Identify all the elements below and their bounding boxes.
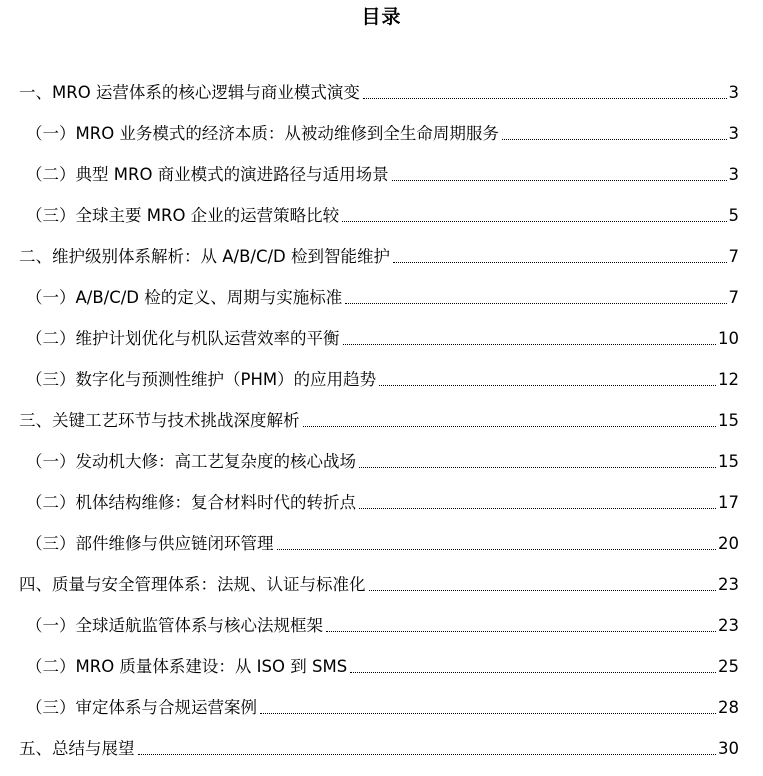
dot-leader bbox=[393, 262, 726, 263]
dot-leader bbox=[343, 344, 717, 345]
toc-entry-label: （二）维护计划优化与机队运营效率的平衡 bbox=[26, 329, 340, 348]
dot-leader bbox=[260, 713, 716, 714]
toc-page-number: 15 bbox=[718, 411, 739, 430]
toc-entry-label: （一）A/B/C/D 检的定义、周期与实施标准 bbox=[26, 288, 343, 307]
toc-chapter-entry[interactable] bbox=[0, 395, 763, 436]
toc-chapter-entry[interactable] bbox=[0, 723, 763, 764]
toc-section-entry[interactable] bbox=[0, 477, 763, 518]
toc-page-number: 25 bbox=[718, 657, 739, 676]
toc-page-number: 7 bbox=[728, 288, 739, 307]
dot-leader bbox=[303, 426, 717, 427]
toc-entry-label: （三）审定体系与合规运营案例 bbox=[26, 698, 257, 717]
toc-section-entry[interactable] bbox=[0, 190, 763, 231]
toc-page-number: 23 bbox=[718, 575, 739, 594]
toc-entry-label: 一、MRO 运营体系的核心逻辑与商业模式演变 bbox=[19, 83, 360, 102]
toc-page-number: 3 bbox=[728, 83, 739, 102]
toc-title: 目录 bbox=[361, 6, 402, 28]
toc-entry-label: （二）机体结构维修：复合材料时代的转折点 bbox=[26, 493, 356, 512]
toc-entry-label: 五、总结与展望 bbox=[19, 739, 135, 758]
toc-section-entry[interactable] bbox=[0, 354, 763, 395]
dot-leader bbox=[359, 467, 716, 468]
toc-chapter-entry[interactable] bbox=[0, 559, 763, 600]
toc-chapter-entry[interactable] bbox=[0, 231, 763, 272]
toc-entry-label: 二、维护级别体系解析：从 A/B/C/D 检到智能维护 bbox=[19, 247, 391, 266]
toc-entry-label: （二）典型 MRO 商业模式的演进路径与适用场景 bbox=[26, 165, 389, 184]
toc-list bbox=[0, 67, 763, 764]
toc-page-number: 28 bbox=[718, 698, 739, 717]
toc-entry-label: （一）发动机大修：高工艺复杂度的核心战场 bbox=[26, 452, 356, 471]
dot-leader bbox=[363, 98, 727, 99]
toc-section-entry[interactable] bbox=[0, 600, 763, 641]
toc-chapter-entry[interactable] bbox=[0, 67, 763, 108]
dot-leader bbox=[379, 385, 716, 386]
toc-entry-label: （一）MRO 业务模式的经济本质：从被动维修到全生命周期服务 bbox=[26, 124, 499, 143]
toc-section-entry[interactable] bbox=[0, 682, 763, 723]
toc-page-number: 20 bbox=[718, 534, 739, 553]
toc-section-entry[interactable] bbox=[0, 149, 763, 190]
toc-page-number: 30 bbox=[718, 739, 739, 758]
toc-section-entry[interactable] bbox=[0, 313, 763, 354]
toc-page-number: 10 bbox=[718, 329, 739, 348]
toc-page-number: 5 bbox=[728, 206, 739, 225]
toc-section-entry[interactable] bbox=[0, 272, 763, 313]
toc-entry-label: 三、关键工艺环节与技术挑战深度解析 bbox=[19, 411, 300, 430]
toc-page-number: 23 bbox=[718, 616, 739, 635]
dot-leader bbox=[392, 180, 727, 181]
toc-section-entry[interactable] bbox=[0, 518, 763, 559]
toc-entry-label: （三）全球主要 MRO 企业的运营策略比较 bbox=[26, 206, 340, 225]
toc-entry-label: （三）部件维修与供应链闭环管理 bbox=[26, 534, 274, 553]
toc-page-number: 17 bbox=[718, 493, 739, 512]
dot-leader bbox=[369, 590, 717, 591]
dot-leader bbox=[342, 221, 726, 222]
toc-page-number: 3 bbox=[728, 124, 739, 143]
toc-page-number: 7 bbox=[728, 247, 739, 266]
toc-section-entry[interactable] bbox=[0, 436, 763, 477]
toc-entry-label: （一）全球适航监管体系与核心法规框架 bbox=[26, 616, 323, 635]
toc-entry-label: （二）MRO 质量体系建设：从 ISO 到 SMS bbox=[26, 657, 348, 676]
dot-leader bbox=[502, 139, 727, 140]
dot-leader bbox=[326, 631, 716, 632]
dot-leader bbox=[138, 754, 717, 755]
dot-leader bbox=[359, 508, 716, 509]
toc-entry-label: 四、质量与安全管理体系：法规、认证与标准化 bbox=[19, 575, 366, 594]
toc-section-entry[interactable] bbox=[0, 641, 763, 682]
dot-leader bbox=[350, 672, 716, 673]
toc-section-entry[interactable] bbox=[0, 108, 763, 149]
toc-page-number: 3 bbox=[728, 165, 739, 184]
toc-entry-label: （三）数字化与预测性维护（PHM）的应用趋势 bbox=[26, 370, 377, 389]
toc-page-number: 15 bbox=[718, 452, 739, 471]
dot-leader bbox=[277, 549, 717, 550]
dot-leader bbox=[345, 303, 726, 304]
toc-page-number: 12 bbox=[718, 370, 739, 389]
